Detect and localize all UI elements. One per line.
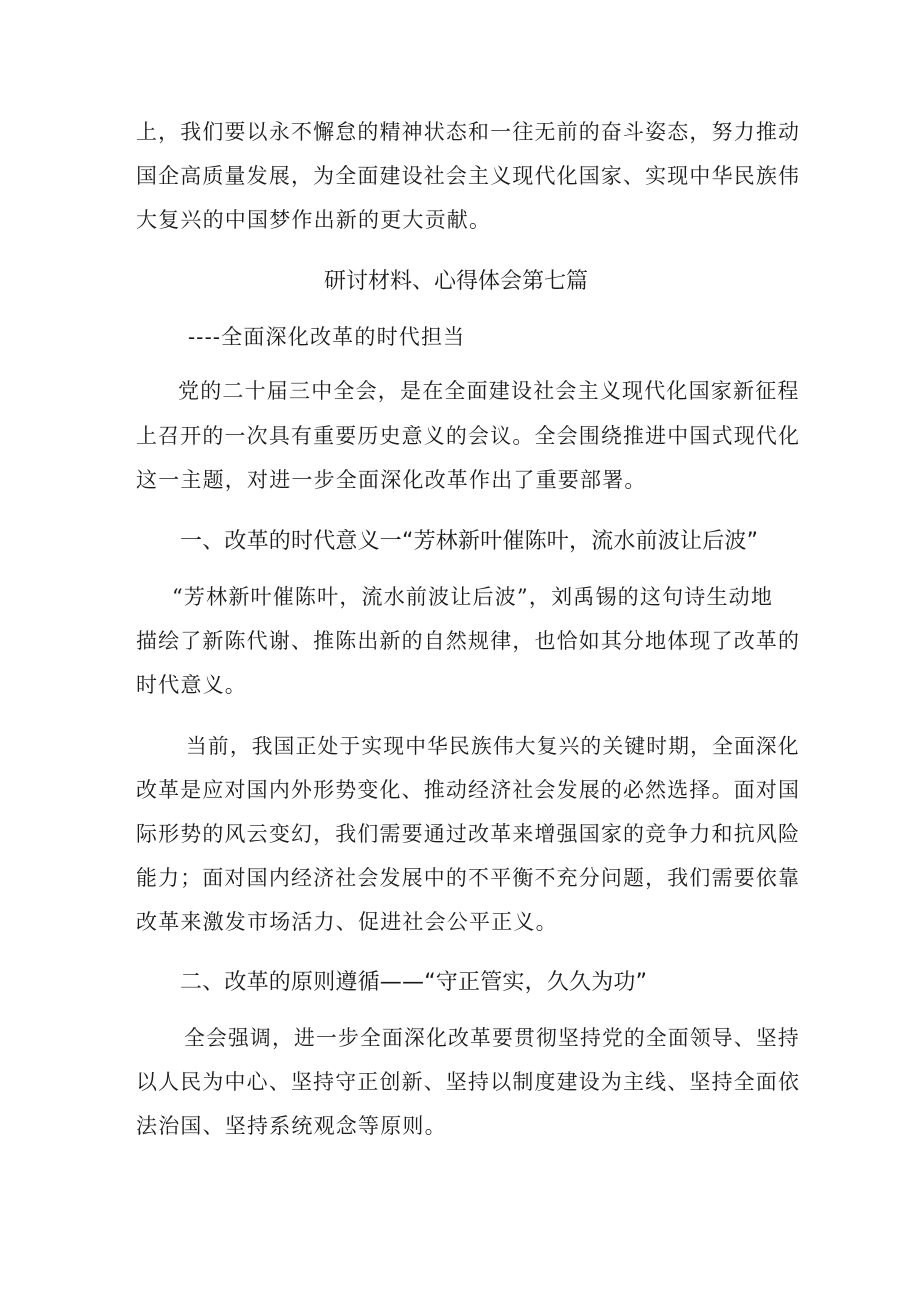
paragraph-line: 能力；面对国内经济社会发展中的不平衡不充分问题，我们需要依靠 [136,866,801,890]
article-title: 研讨材料、心得体会第七篇 [324,269,589,294]
paragraph-line: 大复兴的中国梦作出新的更大贡献。 [136,208,492,232]
article-subtitle: ----全面深化改革的时代担当 [188,325,466,349]
paragraph-line: 全会强调，进一步全面深化改革要贯彻坚持党的全面领导、坚持 [184,1026,800,1050]
paragraph-line: 以人民为中心、坚持守正创新、坚持以制度建设为主线、坚持全面依 [136,1070,801,1094]
paragraph-line: 法治国、坚持系统观念等原则。 [136,1114,447,1138]
paragraph-line: 当前，我国正处于实现中华民族伟大复兴的关键时期，全面深化 [186,734,800,758]
paragraph-line: 描绘了新陈代谢、推陈出新的自然规律，也恰如其分地体现了改革的 [136,629,801,653]
section-heading-1: 一、改革的时代意义一“芳林新叶催陈叶，流水前波让后波” [180,529,759,554]
section-heading-2: 二、改革的原则遵循——“守正管实，久久为功” [180,970,648,995]
paragraph-line: 改革是应对国内外形势变化、推动经济社会发展的必然选择。面对国 [136,778,801,802]
paragraph-line: 时代意义。 [136,673,247,697]
paragraph-line: 际形势的风云变幻，我们需要通过改革来增强国家的竞争力和抗风险 [136,822,801,846]
paragraph-line: 党的二十届三中全会，是在全面建设社会主义现代化国家新征程 [178,379,800,403]
paragraph-line: 上召开的一次具有重要历史意义的会议。全会围绕推进中国式现代化 [136,424,801,448]
paragraph-line: 改革来激发市场活力、促进社会公平正义。 [136,910,558,934]
paragraph-line: “芳林新叶催陈叶，流水前波让后波”，刘禹锡的这句诗生动地 [172,585,774,609]
paragraph-line: 这一主题，对进一步全面深化改革作出了重要部署。 [136,468,647,492]
paragraph-line: 上，我们要以永不懈怠的精神状态和一往无前的奋斗姿态，努力推动 [136,120,801,144]
paragraph-line: 国企高质量发展，为全面建设社会主义现代化国家、实现中华民族伟 [136,164,801,188]
